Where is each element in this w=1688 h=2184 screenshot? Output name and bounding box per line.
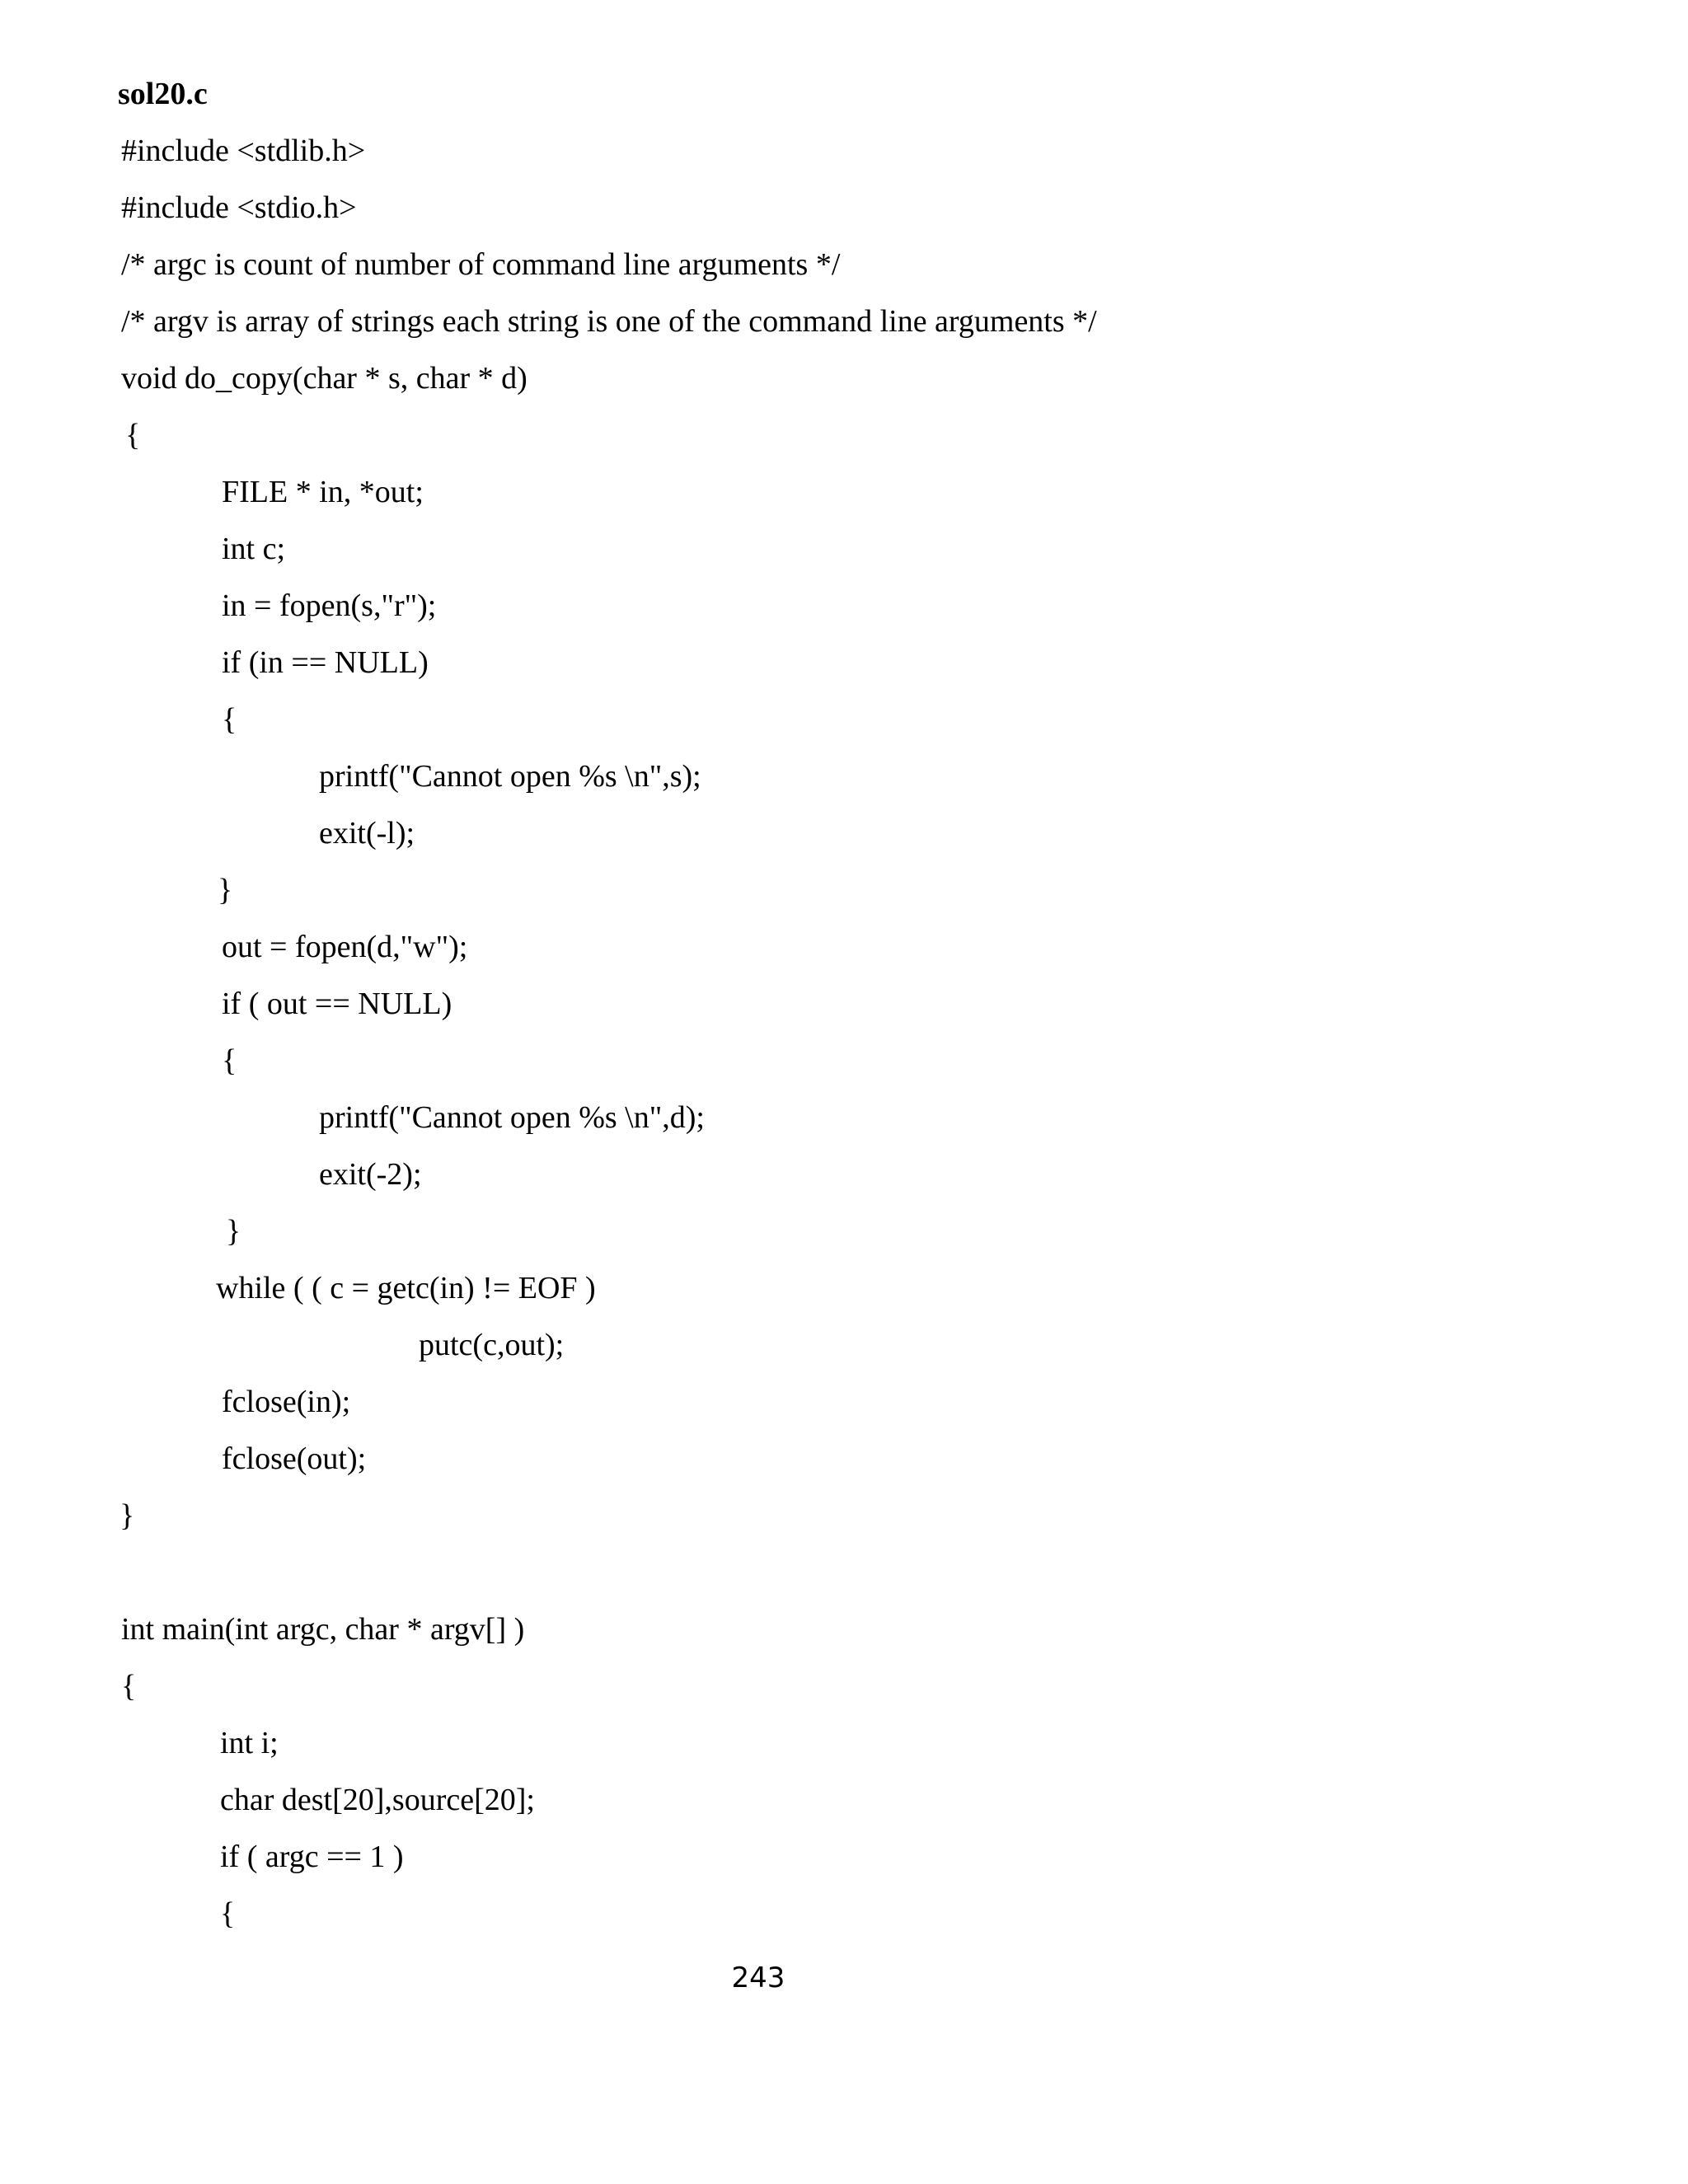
file-title: sol20.c <box>118 77 208 111</box>
code-line: if ( out == NULL) <box>222 987 452 1021</box>
code-line: int main(int argc, char * argv[] ) <box>121 1612 525 1647</box>
code-line: { <box>222 702 237 737</box>
code-line: /* argv is array of strings each string is one of the command line arguments */ <box>121 304 1097 339</box>
code-line: char dest[20],source[20]; <box>220 1783 535 1817</box>
code-line: { <box>220 1896 236 1931</box>
code-line: #include <stdlib.h> <box>121 134 366 168</box>
code-line: exit(-2); <box>319 1157 422 1192</box>
code-line: #include <stdio.h> <box>121 190 357 225</box>
code-line: printf("Cannot open %s \n",d); <box>319 1100 705 1135</box>
code-line: } <box>226 1214 241 1249</box>
code-line: /* argc is count of number of command line arguments */ <box>121 247 841 282</box>
page-number: 243 <box>731 1961 785 1994</box>
code-line: void do_copy(char * s, char * d) <box>121 361 528 396</box>
code-line: fclose(out); <box>222 1441 367 1476</box>
code-line: fclose(in); <box>222 1385 351 1419</box>
code-line: { <box>121 1669 137 1704</box>
code-line: } <box>120 1498 135 1533</box>
code-line: int i; <box>220 1726 279 1760</box>
code-line: FILE * in, *out; <box>222 475 424 509</box>
code-line: if ( argc == 1 ) <box>220 1840 404 1874</box>
code-line: exit(-l); <box>319 816 415 851</box>
code-line: { <box>222 1043 237 1078</box>
code-line: int c; <box>222 532 286 566</box>
code-line: if (in == NULL) <box>222 645 429 680</box>
code-line: printf("Cannot open %s \n",s); <box>319 759 701 794</box>
code-line: while ( ( c = getc(in) != EOF ) <box>216 1271 596 1305</box>
code-line: { <box>125 418 141 452</box>
code-line: in = fopen(s,"r"); <box>222 588 437 623</box>
code-line: putc(c,out); <box>419 1328 565 1362</box>
code-line: out = fopen(d,"w"); <box>222 930 468 964</box>
code-line: } <box>218 873 233 907</box>
